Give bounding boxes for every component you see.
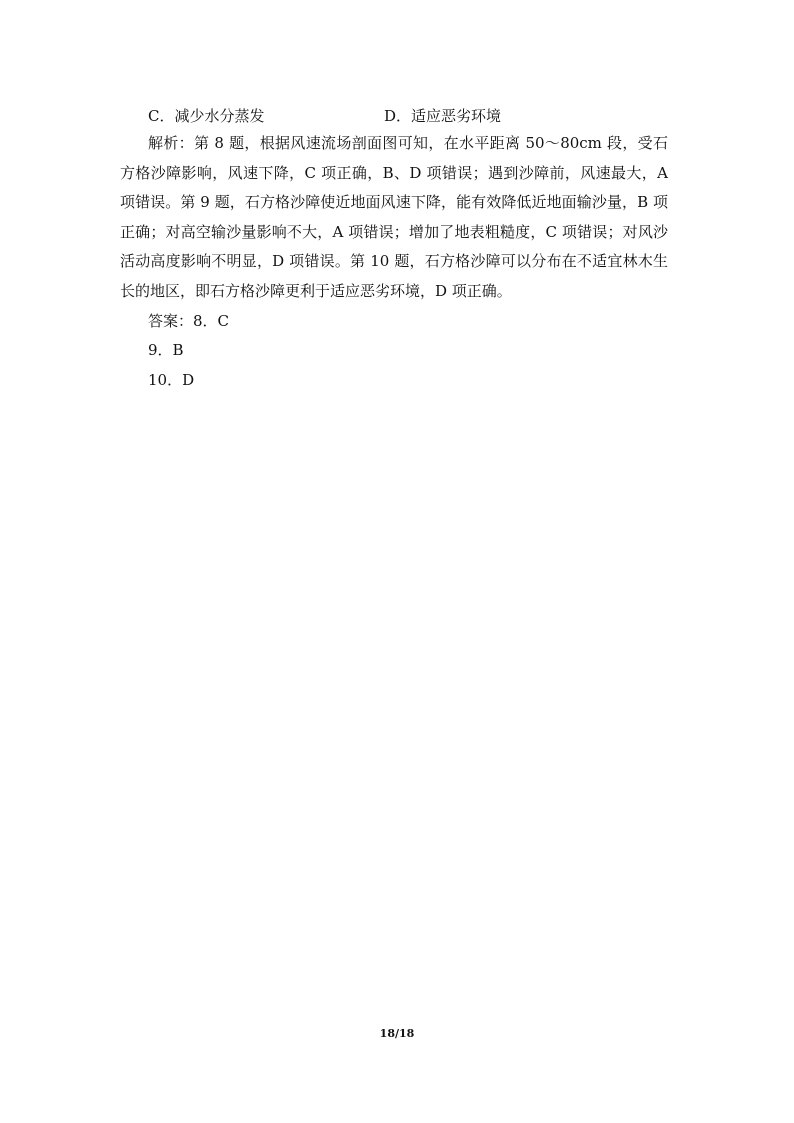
page-number: 18/18 (379, 1027, 415, 1040)
answer-line-8: 答案：8．C (148, 312, 230, 330)
option-c: C．减少水分蒸发 (148, 107, 265, 125)
options-row (148, 103, 668, 129)
answer-line-9: 9．B (148, 341, 184, 359)
option-d: D．适应恶劣环境 (384, 107, 502, 125)
analysis-paragraph: 解析：第 8 题，根据风速流场剖面图可知，在水平距离 50～80cm 段，受石方格沙障影响，风速下降，C 项正确，B、D 项错误；遇到沙障前，风速最大，A 项错误。第 9 题，石方格沙障使近地面风速下降，能有效降低近地面输沙量，B 项正确；对高空输沙量影响不大，A 项错误；增加了地表粗糙度，C 项错误；对风沙活动高度影响不明显，D 项错误。第 10 题，石方格沙障可以分布在不适宜林木生长的地区，即石方格沙障更利于适应恶劣环境，D 项正确。 (120, 134, 668, 300)
answer-line-10: 10．D (148, 371, 195, 389)
